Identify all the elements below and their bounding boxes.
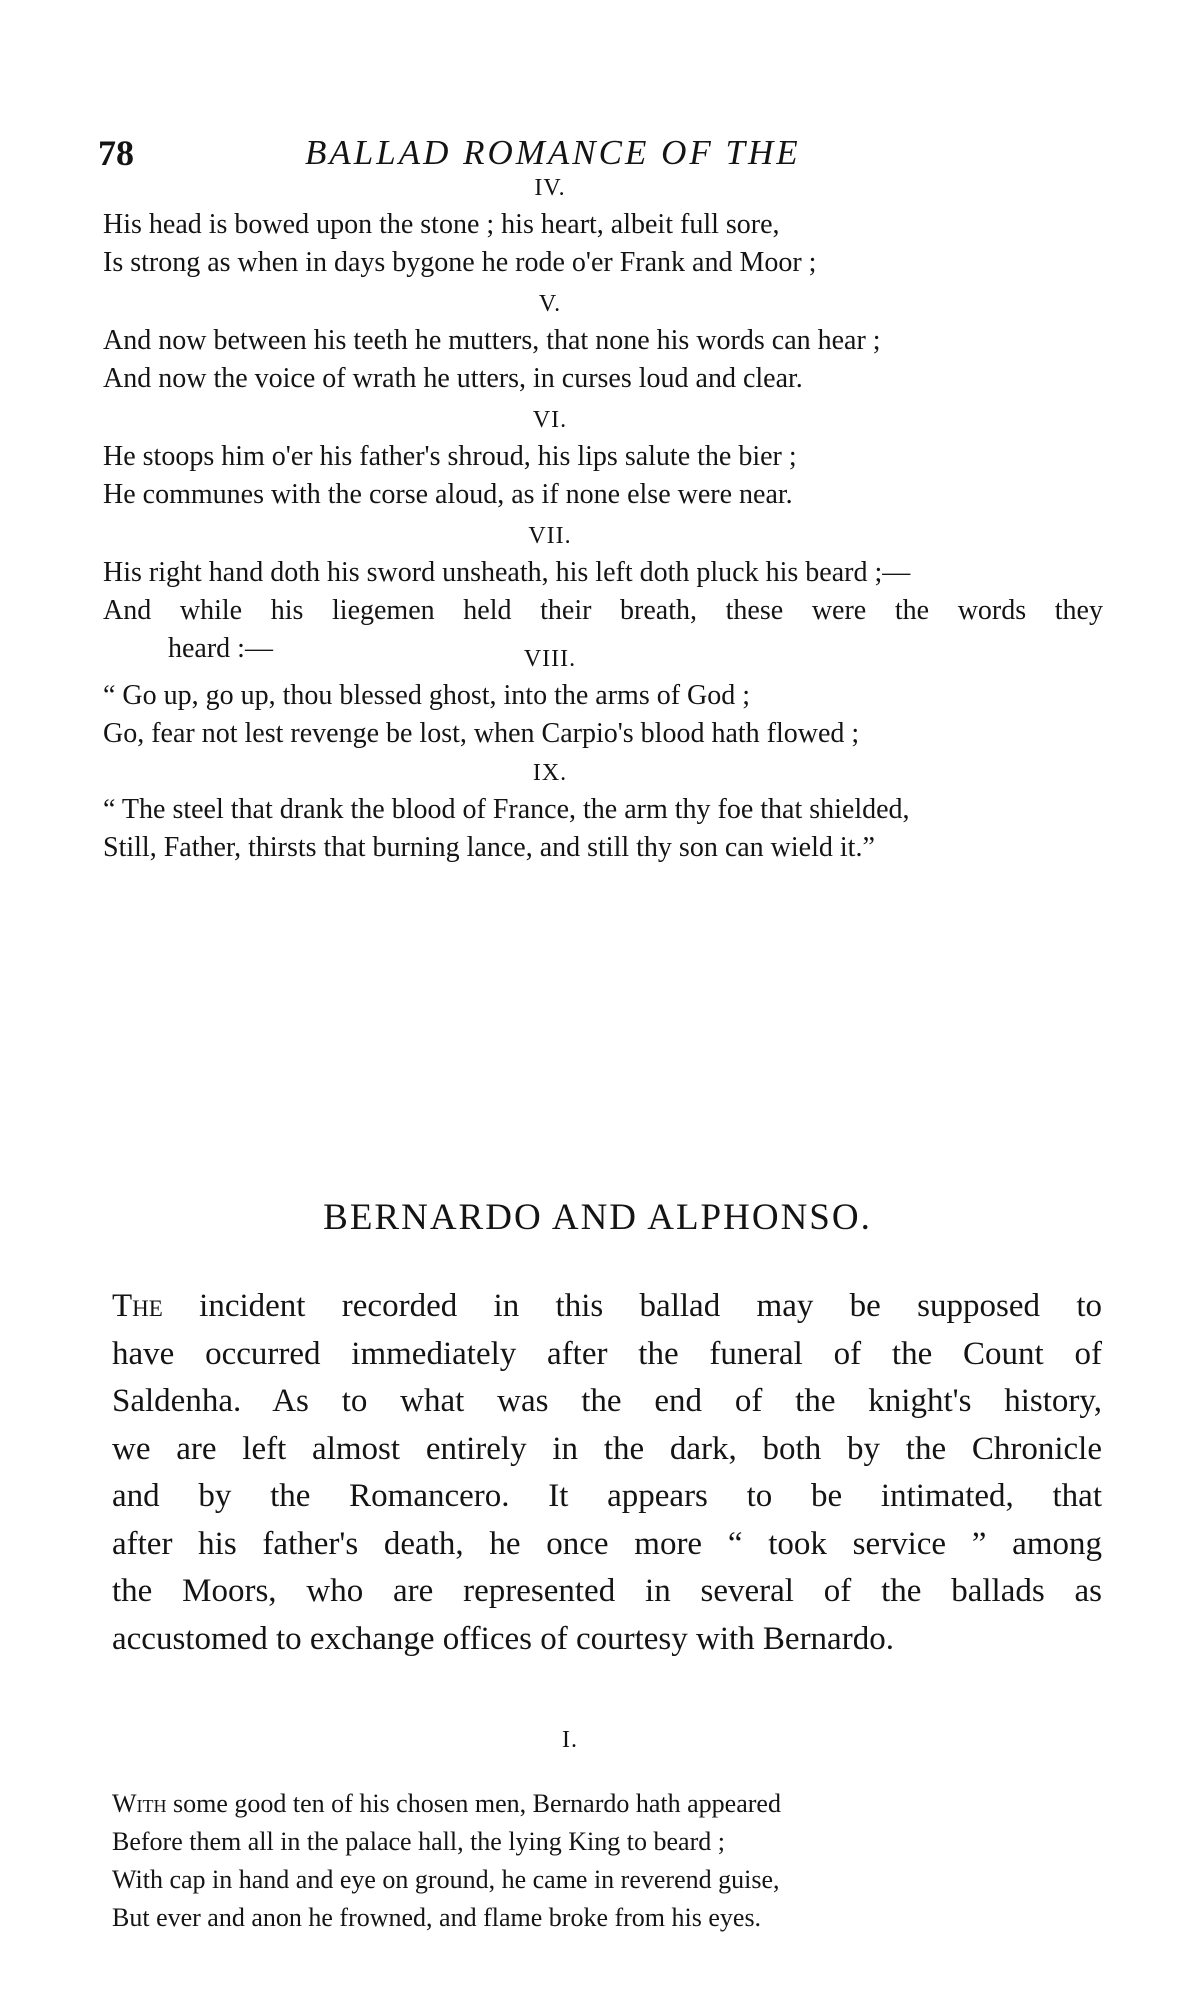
stanza — [103, 438, 1103, 514]
stanza-number: IV. — [534, 175, 566, 201]
verse-line: With cap in hand and eye on ground, he came in reverend guise, — [112, 1865, 780, 1894]
verse-line: “ Go up, go up, thou blessed ghost, into the arms of God ; — [103, 680, 751, 711]
stanza — [112, 1785, 1092, 1937]
verse-line: Before them all in the palace hall, the lying King to beard ; — [112, 1827, 725, 1856]
intro-line: have occurred immediately after the funeral of the Count of — [112, 1335, 1102, 1372]
stanza-number: I. — [562, 1727, 578, 1753]
intro-paragraph — [112, 1283, 1102, 1663]
verse-line: “ The steel that drank the blood of France, the arm thy foe that shielded, — [103, 794, 910, 825]
intro-line: The incident recorded in this ballad may be supposed to — [112, 1288, 1102, 1324]
verse-line: His right hand doth his sword unsheath, his left doth pluck his beard ;— — [103, 557, 911, 588]
stanza-number: VII. — [528, 523, 572, 549]
verse-line: And now the voice of wrath he utters, in curses loud and clear. — [103, 363, 803, 394]
stanza — [103, 791, 1103, 867]
stanza — [103, 322, 1103, 398]
verse-line: His head is bowed upon the stone ; his heart, albeit full sore, — [103, 209, 780, 240]
running-title: BALLAD ROMANCE OF THE — [305, 133, 801, 172]
stanza-number: V. — [538, 291, 562, 317]
section-title: BERNARDO AND ALPHONSO. — [323, 1197, 872, 1238]
verse-line: Still, Father, thirsts that burning lance, and still thy son can wield it.” — [103, 832, 875, 863]
stanza — [103, 206, 1103, 282]
verse-line: And while his liegemen held their breath, these were the words they — [103, 595, 1103, 626]
verse-line: He communes with the corse aloud, as if none else were near. — [103, 479, 793, 510]
verse-line: Go, fear not lest revenge be lost, when Carpio's blood hath flowed ; — [103, 718, 860, 749]
stanza — [103, 677, 1103, 753]
intro-line: after his father's death, he once more “ took service ” among — [112, 1525, 1102, 1562]
stanza-number: VI. — [532, 407, 568, 433]
intro-line: accustomed to exchange offices of courtesy with Bernardo. — [112, 1620, 894, 1657]
stanza-number: IX. — [532, 760, 568, 786]
stanza-number: VIII. — [523, 646, 577, 672]
verse-line: heard :— — [168, 633, 273, 664]
verse-line: But ever and anon he frowned, and flame broke from his eyes. — [112, 1903, 762, 1932]
stanza-first-word: With — [112, 1789, 167, 1818]
verse-line: With some good ten of his chosen men, Bernardo hath appeared — [112, 1789, 781, 1818]
verse-line: Is strong as when in days bygone he rode o'er Frank and Moor ; — [103, 247, 817, 278]
intro-line: Saldenha. As to what was the end of the knight's history, — [112, 1383, 1102, 1419]
intro-line: the Moors, who are represented in several of the ballads as — [112, 1573, 1102, 1609]
intro-first-word: The — [112, 1288, 163, 1324]
intro-line: we are left almost entirely in the dark, both by the Chronicle — [112, 1430, 1102, 1467]
verse-line: And now between his teeth he mutters, that none his words can hear ; — [103, 325, 881, 356]
page-number: 78 — [98, 133, 134, 173]
verse-line: He stoops him o'er his father's shroud, his lips salute the bier ; — [103, 441, 797, 472]
intro-line: and by the Romancero. It appears to be intimated, that — [112, 1478, 1102, 1514]
